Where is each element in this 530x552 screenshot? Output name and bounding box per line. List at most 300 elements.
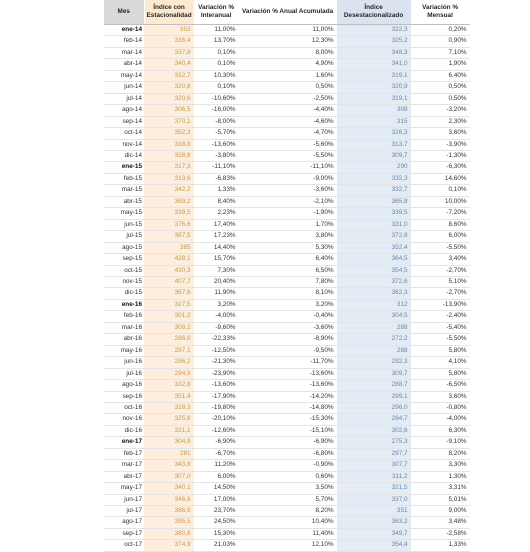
cell-indice-estacionalidad[interactable]: 307,0 [144,471,194,482]
cell-variacion-interanual[interactable]: 1,33% [194,185,239,196]
cell-variacion-mensual[interactable]: -2,40% [411,311,470,322]
header-indice-estacionalidad[interactable]: Índice con Estacionalidad [144,0,194,25]
cell-indice-estacionalidad[interactable]: 332,8 [144,380,194,391]
cell-variacion-anual-acumulada[interactable]: -5,60% [239,139,337,150]
cell-indice-estacionalidad[interactable]: 332,7 [144,70,194,81]
cell-indice-desestacionalizado[interactable]: 354,5 [337,265,411,276]
table-row [104,288,470,299]
cell-indice-estacionalidad[interactable]: 294,9 [144,368,194,379]
header-indice-desestacionalizado[interactable]: Índice Desestacionalizado [337,0,411,25]
cell-variacion-anual-acumulada[interactable]: 1,70% [239,219,337,230]
cell-indice-desestacionalizado[interactable]: 308 [337,105,411,116]
cell-variacion-interanual[interactable]: 0,10% [194,82,239,93]
cell-variacion-interanual[interactable]: 6,00% [194,471,239,482]
cell-indice-estacionalidad[interactable]: 374,9 [144,540,194,551]
cell-indice-estacionalidad[interactable]: 304,9 [144,437,194,448]
cell-variacion-anual-acumulada[interactable]: -14,20% [239,391,337,402]
table-row [104,322,470,333]
cell-variacion-interanual[interactable]: -22,33% [194,334,239,345]
cell-variacion-anual-acumulada[interactable]: 3,20% [239,299,337,310]
cell-indice-desestacionalizado[interactable]: 372,6 [337,276,411,287]
table-row [104,380,470,391]
cell-variacion-anual-acumulada[interactable]: 3,80% [239,231,337,242]
cell-variacion-interanual[interactable]: -21,30% [194,357,239,368]
cell-variacion-anual-acumulada[interactable]: -0,90% [239,460,337,471]
cell-indice-estacionalidad[interactable]: 353 [144,25,194,36]
cell-indice-estacionalidad[interactable]: 313,6 [144,173,194,184]
cell-variacion-anual-acumulada[interactable]: 8,20% [239,506,337,517]
cell-variacion-anual-acumulada[interactable]: 0,60% [239,471,337,482]
cell-variacion-anual-acumulada[interactable]: 5,70% [239,494,337,505]
cell-variacion-interanual[interactable]: 11,90% [194,288,239,299]
cell-variacion-mensual[interactable]: 1,90% [411,59,470,70]
cell-variacion-anual-acumulada[interactable]: -3,60% [239,322,337,333]
cell-variacion-mensual[interactable]: -2,70% [411,288,470,299]
cell-indice-estacionalidad[interactable]: 306,5 [144,105,194,116]
cell-indice-estacionalidad[interactable]: 343,8 [144,460,194,471]
cell-variacion-mensual[interactable]: 3,60% [411,128,470,139]
cell-variacion-mensual[interactable]: 10,00% [411,196,470,207]
cell-mes[interactable]: abr-16 [104,334,144,345]
cell-variacion-mensual[interactable]: 8,20% [411,448,470,459]
cell-variacion-anual-acumulada[interactable]: 6,50% [239,265,337,276]
cell-mes[interactable]: ago-14 [104,105,144,116]
cell-variacion-anual-acumulada[interactable]: 8,00% [239,47,337,58]
cell-indice-estacionalidad[interactable]: 321,1 [144,425,194,436]
cell-mes[interactable]: feb-17 [104,448,144,459]
cell-variacion-interanual[interactable]: -6,90% [194,437,239,448]
cell-variacion-interanual[interactable]: 24,50% [194,517,239,528]
cell-mes[interactable]: nov-14 [104,139,144,150]
cell-indice-estacionalidad[interactable]: 385 [144,242,194,253]
cell-variacion-interanual[interactable]: -13,60% [194,139,239,150]
cell-variacion-interanual[interactable]: -16,00% [194,105,239,116]
cell-variacion-mensual[interactable]: 5,80% [411,368,470,379]
cell-indice-estacionalidad[interactable]: 387,5 [144,231,194,242]
cell-indice-estacionalidad[interactable]: 286,8 [144,334,194,345]
cell-indice-desestacionalizado[interactable]: 290 [337,162,411,173]
cell-variacion-mensual[interactable]: -5,40% [411,322,470,333]
cell-mes[interactable]: may-17 [104,483,144,494]
cell-mes[interactable]: oct-17 [104,540,144,551]
cell-indice-desestacionalizado[interactable]: 302,6 [337,425,411,436]
table-header [104,0,470,25]
cell-variacion-mensual[interactable]: -4,00% [411,414,470,425]
cell-variacion-mensual[interactable]: -3,20% [411,105,470,116]
cell-indice-desestacionalizado[interactable]: 325,2 [337,36,411,47]
cell-indice-desestacionalizado[interactable]: 315 [337,116,411,127]
cell-variacion-anual-acumulada[interactable]: -15,10% [239,425,337,436]
cell-mes[interactable]: ene-15 [104,162,144,173]
cell-indice-desestacionalizado[interactable]: 288 [337,322,411,333]
cell-variacion-mensual[interactable]: -2,58% [411,528,470,539]
cell-variacion-mensual[interactable]: 5,01% [411,494,470,505]
cell-indice-desestacionalizado[interactable]: 351 [337,506,411,517]
cell-variacion-anual-acumulada[interactable]: -9,00% [239,173,337,184]
cell-indice-desestacionalizado[interactable]: 299,1 [337,391,411,402]
cell-variacion-mensual[interactable]: 6,30% [411,425,470,436]
cell-variacion-mensual[interactable]: 8,60% [411,219,470,230]
cell-variacion-mensual[interactable]: 0,50% [411,82,470,93]
cell-variacion-interanual[interactable]: -9,60% [194,322,239,333]
cell-mes[interactable]: jun-14 [104,82,144,93]
cell-variacion-anual-acumulada[interactable]: -13,60% [239,368,337,379]
cell-mes[interactable]: may-14 [104,70,144,81]
cell-variacion-mensual[interactable]: -2,70% [411,265,470,276]
cell-indice-desestacionalizado[interactable]: 296,0 [337,402,411,413]
cell-mes[interactable]: abr-14 [104,59,144,70]
cell-variacion-anual-acumulada[interactable]: 12,10% [239,540,337,551]
cell-variacion-anual-acumulada[interactable]: 3,50% [239,483,337,494]
cell-indice-estacionalidad[interactable]: 296,2 [144,357,194,368]
cell-variacion-anual-acumulada[interactable]: 10,40% [239,517,337,528]
cell-mes[interactable]: feb-16 [104,311,144,322]
cell-indice-estacionalidad[interactable]: 297,1 [144,345,194,356]
cell-variacion-interanual[interactable]: 7,30% [194,265,239,276]
cell-mes[interactable]: may-16 [104,345,144,356]
cell-variacion-mensual[interactable]: 3,40% [411,254,470,265]
cell-variacion-anual-acumulada[interactable]: -4,60% [239,116,337,127]
cell-mes[interactable]: oct-14 [104,128,144,139]
cell-mes[interactable]: sep-17 [104,528,144,539]
cell-indice-desestacionalizado[interactable]: 339,5 [337,208,411,219]
cell-variacion-mensual[interactable]: 14,60% [411,173,470,184]
cell-variacion-interanual[interactable]: -12,50% [194,345,239,356]
cell-variacion-anual-acumulada[interactable]: 5,30% [239,242,337,253]
table-row [104,196,470,207]
cell-variacion-interanual[interactable]: 3,20% [194,299,239,310]
cell-variacion-anual-acumulada[interactable]: -4,70% [239,128,337,139]
cell-indice-desestacionalizado[interactable]: 326,3 [337,128,411,139]
cell-variacion-anual-acumulada[interactable]: 1,60% [239,70,337,81]
header-mes[interactable]: Mes [104,0,144,25]
cell-variacion-interanual[interactable]: 17,23% [194,231,239,242]
cell-indice-desestacionalizado[interactable]: 288 [337,345,411,356]
cell-indice-estacionalidad[interactable]: 325,8 [144,414,194,425]
cell-indice-desestacionalizado[interactable]: 372,8 [337,231,411,242]
cell-indice-desestacionalizado[interactable]: 322,3 [337,25,411,36]
cell-indice-estacionalidad[interactable]: 367,6 [144,288,194,299]
cell-variacion-mensual[interactable]: 1,30% [411,471,470,482]
cell-indice-desestacionalizado[interactable]: 348,3 [337,47,411,58]
cell-indice-estacionalidad[interactable]: 329,3 [144,402,194,413]
cell-indice-desestacionalizado[interactable]: 319,1 [337,70,411,81]
cell-variacion-interanual[interactable]: 10,30% [194,70,239,81]
cell-indice-estacionalidad[interactable]: 327,5 [144,299,194,310]
cell-indice-estacionalidad[interactable]: 338,8 [144,139,194,150]
cell-indice-desestacionalizado[interactable]: 288,7 [337,380,411,391]
cell-indice-estacionalidad[interactable]: 337,8 [144,47,194,58]
cell-variacion-mensual[interactable]: 7,10% [411,47,470,58]
cell-mes[interactable]: sep-15 [104,254,144,265]
table-row [104,265,470,276]
cell-indice-desestacionalizado[interactable]: 297,7 [337,448,411,459]
table-row [104,47,470,58]
cell-indice-desestacionalizado[interactable]: 292,3 [337,357,411,368]
cell-variacion-anual-acumulada[interactable]: -6,80% [239,448,337,459]
cell-indice-desestacionalizado[interactable]: 349,7 [337,528,411,539]
cell-variacion-anual-acumulada[interactable]: -1,90% [239,208,337,219]
cell-variacion-interanual[interactable]: 8,40% [194,196,239,207]
cell-indice-estacionalidad[interactable]: 340,4 [144,59,194,70]
cell-variacion-anual-acumulada[interactable]: 8,10% [239,288,337,299]
cell-indice-estacionalidad[interactable]: 428,1 [144,254,194,265]
table-row [104,93,470,104]
cell-variacion-mensual[interactable]: -13,90% [411,299,470,310]
cell-variacion-anual-acumulada[interactable]: 7,80% [239,276,337,287]
cell-indice-estacionalidad[interactable]: 369,2 [144,196,194,207]
cell-variacion-mensual[interactable]: -5,50% [411,334,470,345]
cell-indice-estacionalidad[interactable]: 386,9 [144,506,194,517]
cell-indice-desestacionalizado[interactable]: 309,7 [337,150,411,161]
cell-indice-estacionalidad[interactable]: 281 [144,448,194,459]
cell-variacion-interanual[interactable]: 0,10% [194,59,239,70]
cell-variacion-interanual[interactable]: 13,70% [194,36,239,47]
cell-mes[interactable]: mar-16 [104,322,144,333]
cell-mes[interactable]: feb-15 [104,173,144,184]
cell-indice-desestacionalizado[interactable]: 304,5 [337,311,411,322]
cell-mes[interactable]: ago-16 [104,380,144,391]
cell-indice-desestacionalizado[interactable]: 354,4 [337,540,411,551]
cell-variacion-mensual[interactable]: -0,80% [411,402,470,413]
cell-variacion-anual-acumulada[interactable]: 11,00% [239,25,337,36]
cell-variacion-anual-acumulada[interactable]: -5,50% [239,150,337,161]
cell-variacion-mensual[interactable]: 6,40% [411,70,470,81]
cell-mes[interactable]: may-15 [104,208,144,219]
cell-mes[interactable]: nov-16 [104,414,144,425]
cell-indice-desestacionalizado[interactable]: 352,4 [337,242,411,253]
cell-variacion-interanual[interactable]: -8,00% [194,116,239,127]
cell-variacion-anual-acumulada[interactable]: -14,80% [239,402,337,413]
cell-variacion-anual-acumulada[interactable]: -4,40% [239,105,337,116]
table-row [104,357,470,368]
cell-mes[interactable]: dic-15 [104,288,144,299]
cell-indice-estacionalidad[interactable]: 395,5 [144,517,194,528]
cell-indice-desestacionalizado[interactable]: 363,2 [337,517,411,528]
cell-variacion-interanual[interactable]: -20,10% [194,414,239,425]
cell-variacion-interanual[interactable]: -6,70% [194,448,239,459]
cell-variacion-anual-acumulada[interactable]: -8,90% [239,334,337,345]
cell-indice-estacionalidad[interactable]: 376,6 [144,219,194,230]
cell-indice-desestacionalizado[interactable]: 332,7 [337,185,411,196]
cell-variacion-interanual[interactable]: 17,40% [194,219,239,230]
cell-variacion-anual-acumulada[interactable]: -15,30% [239,414,337,425]
cell-indice-desestacionalizado[interactable]: 365,8 [337,196,411,207]
cell-variacion-interanual[interactable]: 11,20% [194,460,239,471]
cell-indice-estacionalidad[interactable]: 309,2 [144,322,194,333]
cell-variacion-anual-acumulada[interactable]: -11,70% [239,357,337,368]
cell-variacion-mensual[interactable]: 9,00% [411,506,470,517]
cell-indice-estacionalidad[interactable]: 346,6 [144,494,194,505]
cell-indice-desestacionalizado[interactable]: 311,2 [337,471,411,482]
cell-variacion-interanual[interactable]: 0,10% [194,47,239,58]
cell-variacion-mensual[interactable]: 3,31% [411,483,470,494]
cell-mes[interactable]: dic-16 [104,425,144,436]
cell-mes[interactable]: jul-15 [104,231,144,242]
cell-variacion-interanual[interactable]: 14,50% [194,483,239,494]
cell-mes[interactable]: abr-17 [104,471,144,482]
cell-variacion-mensual[interactable]: -7,20% [411,208,470,219]
cell-variacion-interanual[interactable]: 20,40% [194,276,239,287]
cell-variacion-interanual[interactable]: -3,80% [194,150,239,161]
table-row [104,448,470,459]
cell-variacion-anual-acumulada[interactable]: 0,50% [239,82,337,93]
cell-variacion-interanual[interactable]: -6,83% [194,173,239,184]
cell-mes[interactable]: oct-15 [104,265,144,276]
cell-mes[interactable]: jul-16 [104,368,144,379]
cell-variacion-interanual[interactable]: 17,00% [194,494,239,505]
cell-mes[interactable]: oct-16 [104,402,144,413]
cell-indice-desestacionalizado[interactable]: 321,5 [337,483,411,494]
cell-variacion-mensual[interactable]: 0,20% [411,25,470,36]
cell-variacion-interanual[interactable]: -13,60% [194,380,239,391]
cell-variacion-interanual[interactable]: 14,40% [194,242,239,253]
table-body [104,25,470,552]
header-variacion-mensual[interactable]: Variación % Mensual [411,0,470,25]
cell-variacion-mensual[interactable]: 5,80% [411,345,470,356]
cell-indice-desestacionalizado[interactable]: 320,9 [337,82,411,93]
cell-variacion-anual-acumulada[interactable]: 6,40% [239,254,337,265]
cell-mes[interactable]: feb-14 [104,36,144,47]
cell-mes[interactable]: jun-16 [104,357,144,368]
cell-variacion-anual-acumulada[interactable]: -0,40% [239,311,337,322]
cell-mes[interactable]: jun-15 [104,219,144,230]
cell-indice-desestacionalizado[interactable]: 312 [337,299,411,310]
cell-indice-desestacionalizado[interactable]: 284,7 [337,414,411,425]
cell-mes[interactable]: ene-17 [104,437,144,448]
cell-variacion-interanual[interactable]: -10,60% [194,93,239,104]
cell-variacion-interanual[interactable]: -23,90% [194,368,239,379]
cell-indice-desestacionalizado[interactable]: 307,7 [337,460,411,471]
cell-variacion-anual-acumulada[interactable]: 11,40% [239,528,337,539]
cell-mes[interactable]: mar-15 [104,185,144,196]
table-row [104,254,470,265]
cell-indice-desestacionalizado[interactable]: 272,2 [337,334,411,345]
table-row [104,128,470,139]
cell-variacion-mensual[interactable]: 0,10% [411,185,470,196]
cell-mes[interactable]: mar-14 [104,47,144,58]
cell-mes[interactable]: ene-16 [104,299,144,310]
table-row [104,540,470,551]
cell-variacion-mensual[interactable]: -5,50% [411,242,470,253]
cell-indice-desestacionalizado[interactable]: 313,7 [337,139,411,150]
cell-indice-estacionalidad[interactable]: 340,1 [144,483,194,494]
cell-indice-estacionalidad[interactable]: 342,2 [144,185,194,196]
cell-variacion-mensual[interactable]: 0,50% [411,93,470,104]
cell-indice-estacionalidad[interactable]: 301,2 [144,311,194,322]
cell-variacion-interanual[interactable]: -5,70% [194,128,239,139]
cell-variacion-anual-acumulada[interactable]: 12,30% [239,36,337,47]
cell-variacion-interanual[interactable]: -4,00% [194,311,239,322]
cell-indice-estacionalidad[interactable]: 336,4 [144,36,194,47]
cell-mes[interactable]: ago-17 [104,517,144,528]
cell-indice-estacionalidad[interactable]: 328,6 [144,150,194,161]
cell-variacion-mensual[interactable]: -9,10% [411,437,470,448]
cell-indice-desestacionalizado[interactable]: 331,0 [337,219,411,230]
cell-mes[interactable]: jun-17 [104,494,144,505]
cell-indice-estacionalidad[interactable]: 339,5 [144,208,194,219]
data-table [104,0,470,552]
cell-variacion-interanual[interactable]: -11,10% [194,162,239,173]
cell-indice-estacionalidad[interactable]: 320,8 [144,82,194,93]
cell-indice-estacionalidad[interactable]: 370,1 [144,116,194,127]
cell-variacion-anual-acumulada[interactable]: -9,50% [239,345,337,356]
table-row [104,425,470,436]
cell-variacion-mensual[interactable]: -6,50% [411,380,470,391]
cell-variacion-mensual[interactable]: 3,60% [411,391,470,402]
cell-indice-estacionalidad[interactable]: 317,3 [144,162,194,173]
cell-variacion-anual-acumulada[interactable]: -13,60% [239,380,337,391]
cell-indice-desestacionalizado[interactable]: 364,5 [337,254,411,265]
header-variacion-anual-acumulada[interactable]: Variación % Anual Acumulada [239,0,337,25]
cell-variacion-mensual[interactable]: 6,00% [411,231,470,242]
cell-variacion-anual-acumulada[interactable]: -2,10% [239,196,337,207]
cell-variacion-anual-acumulada[interactable]: -3,60% [239,185,337,196]
cell-mes[interactable]: ago-15 [104,242,144,253]
cell-indice-estacionalidad[interactable]: 380,8 [144,528,194,539]
cell-indice-estacionalidad[interactable]: 352,3 [144,128,194,139]
cell-indice-desestacionalizado[interactable]: 319,1 [337,93,411,104]
cell-variacion-interanual[interactable]: 15,30% [194,528,239,539]
cell-indice-estacionalidad[interactable]: 351,4 [144,391,194,402]
cell-variacion-anual-acumulada[interactable]: 4,90% [239,59,337,70]
cell-mes[interactable]: mar-17 [104,460,144,471]
cell-variacion-mensual[interactable]: 3,30% [411,460,470,471]
cell-indice-desestacionalizado[interactable]: 309,7 [337,368,411,379]
table-row [104,368,470,379]
cell-mes[interactable]: sep-16 [104,391,144,402]
cell-indice-desestacionalizado[interactable]: 362,3 [337,288,411,299]
cell-mes[interactable]: nov-15 [104,276,144,287]
cell-indice-estacionalidad[interactable]: 430,3 [144,265,194,276]
cell-variacion-mensual[interactable]: 5,10% [411,276,470,287]
cell-mes[interactable]: sep-14 [104,116,144,127]
cell-mes[interactable]: jul-14 [104,93,144,104]
cell-variacion-mensual[interactable]: 3,48% [411,517,470,528]
cell-variacion-mensual[interactable]: 1,33% [411,540,470,551]
cell-variacion-interanual[interactable]: -17,90% [194,391,239,402]
cell-variacion-interanual[interactable]: 21,03% [194,540,239,551]
cell-indice-estacionalidad[interactable]: 320,6 [144,93,194,104]
cell-indice-estacionalidad[interactable]: 407,7 [144,276,194,287]
cell-variacion-mensual[interactable]: -1,30% [411,150,470,161]
cell-variacion-interanual[interactable]: -19,80% [194,402,239,413]
cell-mes[interactable]: ene-14 [104,25,144,36]
cell-variacion-mensual[interactable]: 2,30% [411,116,470,127]
cell-indice-desestacionalizado[interactable]: 337,0 [337,494,411,505]
cell-variacion-interanual[interactable]: 23,70% [194,506,239,517]
cell-variacion-mensual[interactable]: -6,30% [411,162,470,173]
cell-variacion-interanual[interactable]: 11,00% [194,25,239,36]
cell-variacion-mensual[interactable]: 0,90% [411,36,470,47]
table-row [104,299,470,310]
cell-variacion-mensual[interactable]: -3,90% [411,139,470,150]
cell-indice-desestacionalizado[interactable]: 341,0 [337,59,411,70]
cell-variacion-interanual[interactable]: -12,60% [194,425,239,436]
cell-mes[interactable]: jul-17 [104,506,144,517]
cell-variacion-mensual[interactable]: 4,10% [411,357,470,368]
cell-variacion-anual-acumulada[interactable]: -6,90% [239,437,337,448]
header-variacion-interanual[interactable]: Variación % Interanual [194,0,239,25]
cell-variacion-interanual[interactable]: 15,70% [194,254,239,265]
cell-variacion-anual-acumulada[interactable]: -11,10% [239,162,337,173]
cell-mes[interactable]: abr-15 [104,196,144,207]
cell-mes[interactable]: dic-14 [104,150,144,161]
cell-variacion-interanual[interactable]: 2,23% [194,208,239,219]
cell-indice-desestacionalizado[interactable]: 275,3 [337,437,411,448]
cell-variacion-anual-acumulada[interactable]: -2,50% [239,93,337,104]
cell-indice-desestacionalizado[interactable]: 332,3 [337,173,411,184]
